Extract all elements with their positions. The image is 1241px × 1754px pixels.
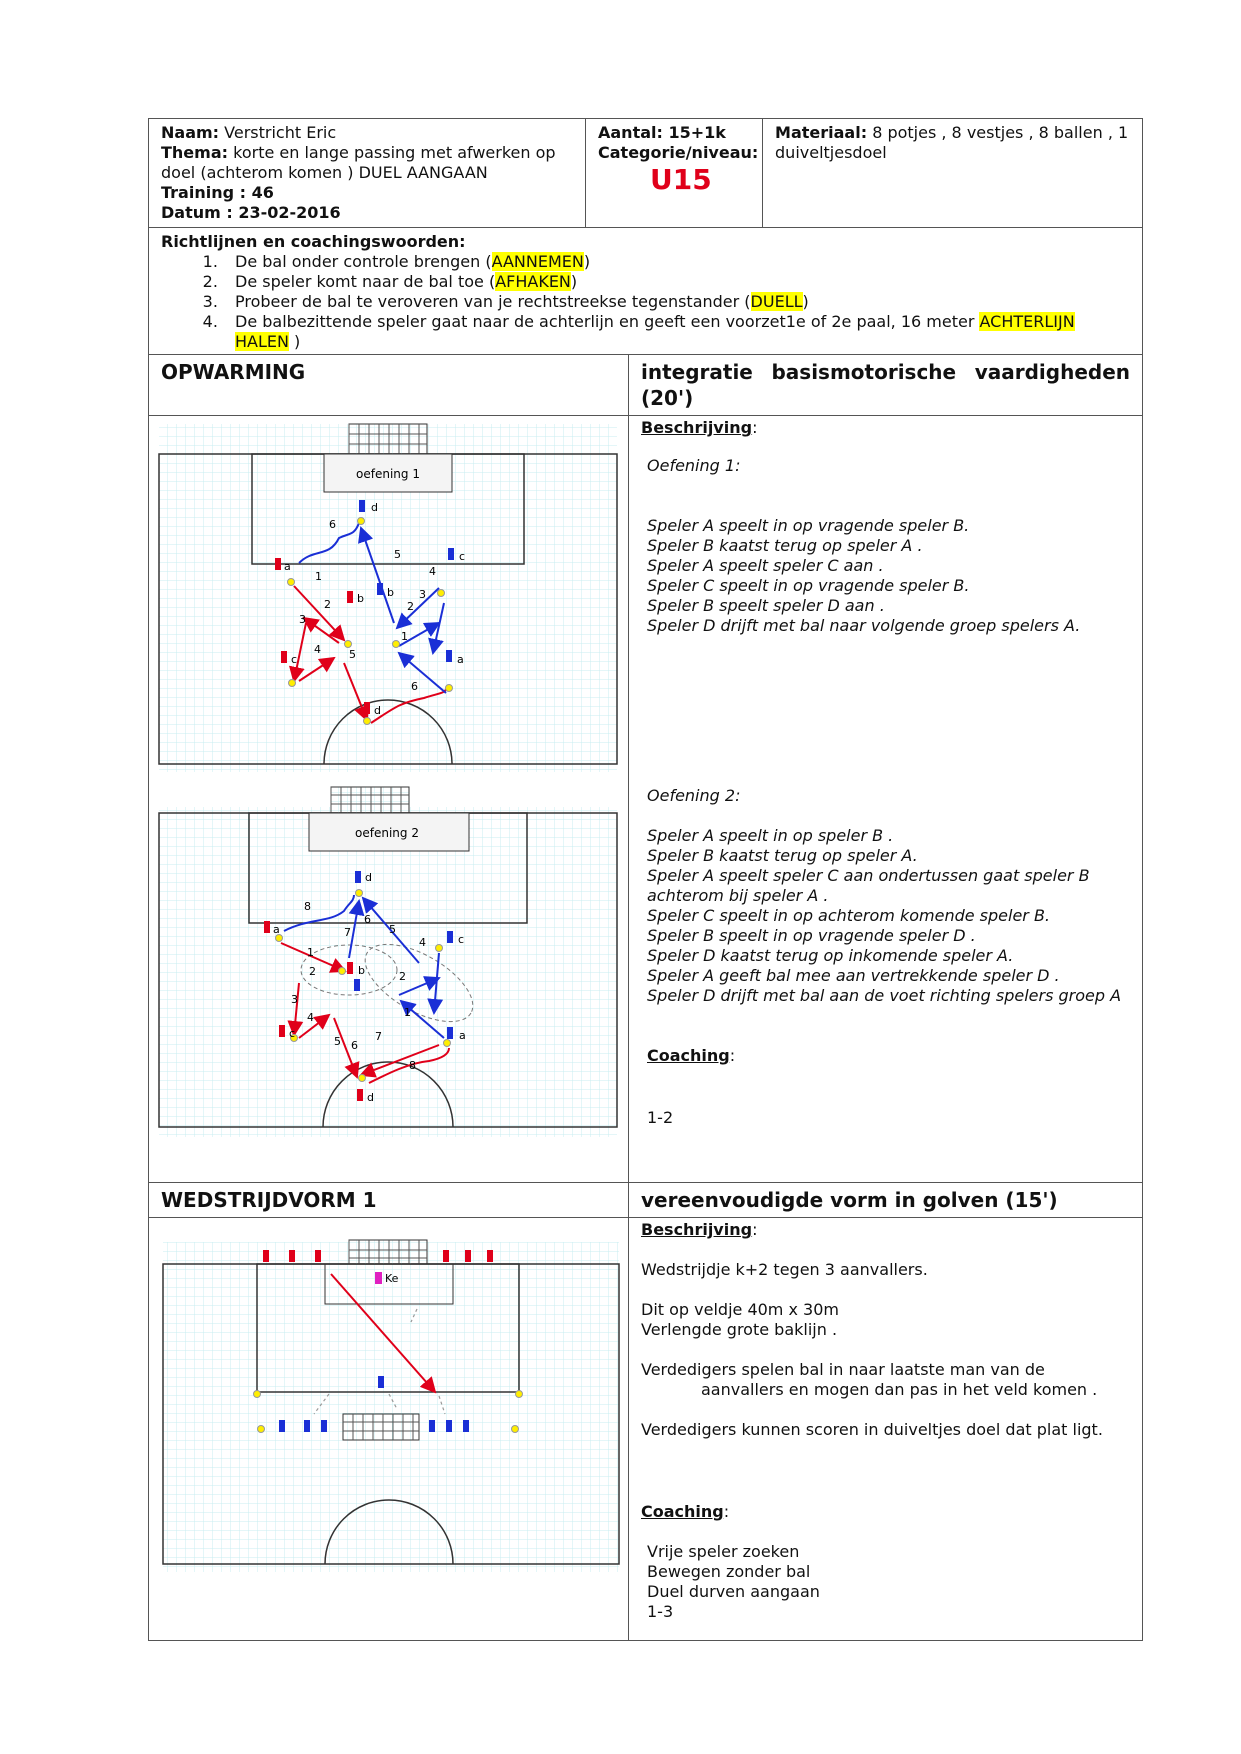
- wedstrijd-body-row: [149, 1218, 1143, 1641]
- svg-text:a: a: [273, 923, 280, 936]
- svg-text:d: d: [371, 501, 378, 514]
- oefening-2-title: Oefening 2:: [647, 786, 741, 805]
- opwarming-diagrams: [149, 416, 629, 1183]
- svg-text:b: b: [357, 592, 364, 605]
- materiaal-value: 8 potjes , 8 vestjes , 8 ballen , 1 duiveltjesdoel: [775, 123, 1129, 162]
- beschrijving-label: Beschrijving: [641, 418, 753, 437]
- wedstrijd-diagram-cell: [149, 1218, 629, 1641]
- svg-text:a: a: [457, 653, 464, 666]
- wedstrijd-lines: Wedstrijdje k+2 tegen 3 aanvallers. Dit op veldje 40m x 30m Verlengde grote baklijn . Verdedigers spelen bal in naar laatste man van de aanvallers en mogen dan pas in het veld komen . Verdedigers kunnen scoren in duiveltjes doel dat plat ligt.: [641, 1260, 1103, 1439]
- materiaal-label: Materiaal:: [775, 123, 868, 142]
- svg-text:8: 8: [304, 900, 311, 913]
- svg-text:d: d: [374, 704, 381, 717]
- naam-label: Naam:: [161, 123, 220, 142]
- keyword-highlight: DUELL: [750, 292, 803, 311]
- thema-value: korte en lange passing met afwerken op doel (achterom komen ) DUEL AANGAAN: [161, 143, 556, 182]
- sheet-table: [148, 118, 1143, 1641]
- richtlijnen-title: Richtlijnen en coachingswoorden:: [161, 232, 466, 251]
- oefening-1-diagram: [149, 418, 627, 778]
- svg-text:1: 1: [315, 570, 322, 583]
- svg-text:2: 2: [324, 598, 331, 611]
- svg-text:5: 5: [349, 648, 356, 661]
- coaching-text: 1-2: [647, 1108, 674, 1127]
- naam-value: Verstricht Eric: [224, 123, 337, 142]
- coaching-label: Coaching: [641, 1502, 724, 1521]
- oefening-2-diagram: [149, 783, 627, 1153]
- svg-text:5: 5: [334, 1035, 341, 1048]
- thema-label: Thema:: [161, 143, 229, 162]
- training-number: Training : 46: [161, 183, 274, 202]
- svg-text:4: 4: [419, 936, 426, 949]
- svg-text:1: 1: [401, 630, 408, 643]
- keyword-highlight: AFHAKEN: [495, 272, 571, 291]
- info-cell: [149, 119, 586, 228]
- diagram-label: oefening 1: [356, 467, 420, 481]
- training-sheet: [148, 118, 1142, 1641]
- svg-text:b: b: [387, 586, 394, 599]
- svg-text:6: 6: [411, 680, 418, 693]
- wedstrijd-title-row: [149, 1183, 1143, 1218]
- categorie-label: Categorie/niveau:: [598, 143, 759, 162]
- header-row: [149, 119, 1143, 228]
- richtlijn-item: 4. De balbezittende speler gaat naar de achterlijn en geeft een voorzet1e of 2e paal, 16 meter ACHTERLIJN HALEN ): [223, 312, 1130, 352]
- svg-text:2: 2: [399, 970, 406, 983]
- svg-text:7: 7: [344, 926, 351, 939]
- wedstrijd-title: WEDSTRIJDVORM 1: [149, 1183, 629, 1218]
- wedstrijd-subtitle: vereenvoudigde vorm in golven (15'): [629, 1183, 1143, 1218]
- richtlijn-item: 3. Probeer de bal te veroveren van je rechtstreekse tegenstander (DUELL): [223, 292, 1130, 312]
- richtlijnen-row: [149, 228, 1143, 355]
- svg-text:4: 4: [429, 565, 436, 578]
- svg-text:d: d: [367, 1091, 374, 1104]
- svg-text:8: 8: [409, 1059, 416, 1072]
- svg-text:5: 5: [389, 923, 396, 936]
- svg-text:2: 2: [407, 600, 414, 613]
- svg-text:d: d: [365, 871, 372, 884]
- keyword-highlight: ACHTERLIJN HALEN: [235, 312, 1075, 351]
- svg-text:3: 3: [419, 588, 426, 601]
- svg-text:c: c: [289, 1027, 296, 1040]
- svg-text:1: 1: [307, 946, 314, 959]
- svg-text:4: 4: [314, 643, 321, 656]
- svg-text:a: a: [284, 560, 291, 573]
- oefening-2-steps: Speler A speelt in op speler B . Speler B kaatst terug op speler A. Speler A speelt speler C aan ondertussen gaat speler B achterom bij speler A . Speler C speelt in op achterom komende speler B. Speler B speelt in op vragende speler D . Speler D kaatst terug op inkomende speler A. Speler A geeft bal mee aan vertrekkende speler D . Speler D drijft met bal aan de voet richting spelers groep A: [647, 826, 1122, 1005]
- svg-text:5: 5: [394, 548, 401, 561]
- opwarming-description: Beschrijving: Oefening 1: Speler A speelt in op vragende speler B. Speler B kaatst terug op speler A . Speler A speelt speler C aan . Speler C speelt in op vragende speler B. Speler B speelt speler D aan . Speler D drijft met bal naar volgende groep spelers A. Oefening 2: Speler A speelt in op speler B . Speler B kaatst terug op speler A. Speler A speelt speler C aan ondertussen gaat speler B achterom bij speler A . Speler C speelt in op achterom komende speler B. Speler B speelt in op vragende speler D . Speler D kaatst terug op inkomende speler A. Speler A geeft bal mee aan vertrekkende speler D . Speler D drijft met bal aan de voet richting spelers groep A Coaching: 1-2: [629, 416, 1143, 1183]
- wedstrijdvorm-diagram: [149, 1224, 627, 1584]
- datum: Datum : 23-02-2016: [161, 203, 341, 222]
- coaching-label: Coaching: [647, 1046, 730, 1065]
- richtlijn-item: 1. De bal onder controle brengen (AANNEMEN): [223, 252, 1130, 272]
- opwarming-title: OPWARMING: [149, 355, 629, 416]
- richtlijn-item: 2. De speler komt naar de bal toe (AFHAKEN): [223, 272, 1130, 292]
- oefening-1-title: Oefening 1:: [647, 456, 741, 475]
- svg-text:a: a: [459, 1029, 466, 1042]
- wedstrijd-coaching-list: Vrije speler zoeken Bewegen zonder bal Duel durven aangaan 1-3: [647, 1542, 820, 1621]
- svg-text:c: c: [458, 933, 465, 946]
- keyword-highlight: AANNEMEN: [491, 252, 584, 271]
- svg-text:2: 2: [309, 965, 316, 978]
- diagram-label: oefening 2: [355, 826, 419, 840]
- svg-text:c: c: [291, 653, 298, 666]
- opwarming-body-row: [149, 416, 1143, 1183]
- oefening-1-steps: Speler A speelt in op vragende speler B. Speler B kaatst terug op speler A . Speler A speelt speler C aan . Speler C speelt in op vragende speler B. Speler B speelt speler D aan . Speler D drijft met bal naar volgende groep spelers A.: [647, 516, 1081, 635]
- svg-text:6: 6: [351, 1039, 358, 1052]
- svg-text:3: 3: [291, 993, 298, 1006]
- richtlijnen-cell: [149, 228, 1143, 355]
- materiaal-cell: [763, 119, 1143, 228]
- svg-text:1: 1: [404, 1006, 411, 1019]
- wedstrijd-description: Beschrijving: Wedstrijdje k+2 tegen 3 aanvallers. Dit op veldje 40m x 30m Verlengde grote baklijn . Verdedigers spelen bal in naar laatste man van de aanvallers en mogen dan pas in het veld komen . Verdedigers kunnen scoren in duiveltjes doel dat plat ligt. Coaching: Vrije speler zoeken Bewegen zonder bal Duel durven aangaan 1-3: [629, 1218, 1143, 1641]
- svg-text:6: 6: [329, 518, 336, 531]
- keeper-label: Ke: [385, 1272, 399, 1285]
- niveau-value: U15: [650, 163, 712, 196]
- beschrijving-label: Beschrijving: [641, 1220, 753, 1239]
- aantal: Aantal: 15+1k: [598, 123, 726, 142]
- svg-text:7: 7: [375, 1030, 382, 1043]
- svg-text:4: 4: [307, 1011, 314, 1024]
- aantal-cell: [586, 119, 763, 228]
- richtlijnen-list: [161, 252, 1130, 352]
- svg-text:b: b: [358, 964, 365, 977]
- svg-text:c: c: [459, 550, 466, 563]
- opwarming-subtitle: integratie basismotorische vaardigheden (20'): [629, 355, 1143, 416]
- svg-text:6: 6: [364, 913, 371, 926]
- svg-text:3: 3: [299, 613, 306, 626]
- opwarming-title-row: [149, 355, 1143, 416]
